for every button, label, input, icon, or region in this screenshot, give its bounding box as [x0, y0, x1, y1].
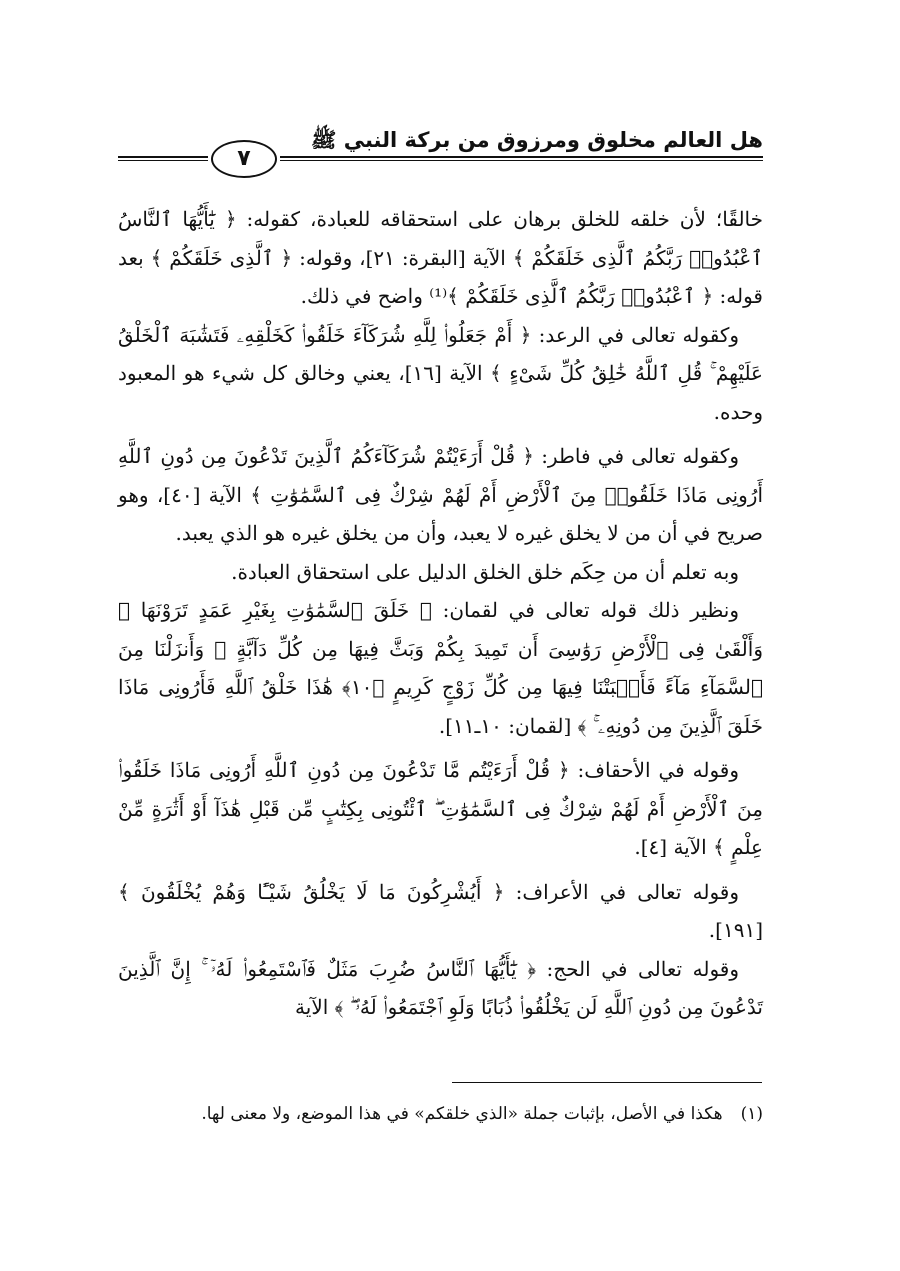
footnote-text: هكذا في الأصل، بإثبات جملة «الذي خلقكم» في هذا الموضع، ولا معنى لها.: [201, 1104, 723, 1124]
paragraph: خالقًا؛ لأن خلقه للخلق برهان على استحقاقه للعبادة، كقوله: ﴿ يَٰٓأَيُّهَا ٱلنَّاسُ ٱعْبُدُوا۟ رَبَّكُمُ ٱلَّذِى خَلَقَكُمْ ﴾ الآية [البقرة: ٢١]، وقوله: ﴿ ٱلَّذِى خَلَقَكُمْ ﴾ بعد قوله: ﴿ ٱعْبُدُوا۟ رَبَّكُمُ ٱلَّذِى خَلَقَكُمْ ﴾⁽¹⁾ واضح في ذلك.: [118, 207, 763, 308]
footnote: [118, 1100, 763, 1128]
footnote-separator: [452, 1082, 762, 1083]
page-header: [118, 118, 763, 193]
footnote-marker: (١): [740, 1104, 763, 1124]
paragraph: ونظير ذلك قوله تعالى في لقمان: ﴿ خَلَقَ ٱلسَّمَٰوَٰتِ بِغَيْرِ عَمَدٍ تَرَوْنَهَا ۖ وَأَلْقَىٰ فِى ٱلْأَرْضِ رَوَٰسِىَ أَن تَمِيدَ بِكُمْ وَبَثَّ فِيهَا مِن كُلِّ دَآبَّةٍ ۚ وَأَنزَلْنَا مِنَ ٱلسَّمَآءِ مَآءً فَأَنۢبَتْنَا فِيهَا مِن كُلِّ زَوْجٍ كَرِيمٍ ﴿١٠﴾ هَٰذَا خَلْقُ ٱللَّهِ فَأَرُونِى مَاذَا خَلَقَ ٱلَّذِينَ مِن دُونِهِۦ ۚ ﴾ [لقمان: ١٠ـ١١].: [118, 598, 763, 738]
paragraph: وكقوله تعالى في الرعد: ﴿ أَمْ جَعَلُوا۟ لِلَّهِ شُرَكَآءَ خَلَقُوا۟ كَخَلْقِهِۦ فَتَشَٰبَهَ ٱلْخَلْقُ عَلَيْهِمْ ۚ قُلِ ٱللَّهُ خَٰلِقُ كُلِّ شَىْءٍ ﴾ الآية [١٦]، يعني وخالق كل شيء هو المعبود وحده.: [118, 322, 763, 424]
paragraph: وقوله تعالى في الأعراف: ﴿ أَيُشْرِكُونَ مَا لَا يَخْلُقُ شَيْـًٔا وَهُمْ يُخْلَقُونَ ﴾ [١٩١].: [118, 879, 763, 942]
body-text: [118, 200, 763, 1060]
header-rule-left: [118, 156, 208, 161]
paragraph: وقوله تعالى في الحج: ﴿ يَٰٓأَيُّهَا ٱلنَّاسُ ضُرِبَ مَثَلٌ فَٱسْتَمِعُوا۟ لَهُۥٓ ۚ إِنَّ ٱلَّذِينَ تَدْعُونَ مِن دُونِ ٱللَّهِ لَن يَخْلُقُوا۟ ذُبَابًا وَلَوِ ٱجْتَمَعُوا۟ لَهُۥ ۖ ﴾ الآية: [118, 956, 763, 1019]
header-rule-right: [280, 156, 763, 161]
paragraph: وقوله في الأحقاف: ﴿ قُلْ أَرَءَيْتُم مَّا تَدْعُونَ مِن دُونِ ٱللَّهِ أَرُونِى مَاذَا خَلَقُوا۟ مِنَ ٱلْأَرْضِ أَمْ لَهُمْ شِرْكٌ فِى ٱلسَّمَٰوَٰتِ ۖ ٱئْتُونِى بِكِتَٰبٍ مِّن قَبْلِ هَٰذَآ أَوْ أَثَٰرَةٍ مِّنْ عِلْمٍ ﴾ الآية [٤].: [118, 758, 763, 859]
running-title: هل العالم مخلوق ومرزوق من بركة النبي ﷺ: [311, 128, 763, 152]
page-number: ٧: [211, 140, 277, 178]
paragraph: وبه تعلم أن من حِكَم خلق الخلق الدليل على استحقاق العبادة.: [231, 559, 739, 584]
paragraph: وكقوله تعالى في فاطر: ﴿ قُلْ أَرَءَيْتُمْ شُرَكَآءَكُمُ ٱلَّذِينَ تَدْعُونَ مِن دُونِ ٱللَّهِ أَرُونِى مَاذَا خَلَقُوا۟ مِنَ ٱلْأَرْضِ أَمْ لَهُمْ شِرْكٌ فِى ٱلسَّمَٰوَٰتِ ﴾ الآية [٤٠]، وهو صريح في أن من لا يخلق غيره لا يعبد، وأن من يخلق غيره هو الذي يعبد.: [118, 444, 763, 545]
